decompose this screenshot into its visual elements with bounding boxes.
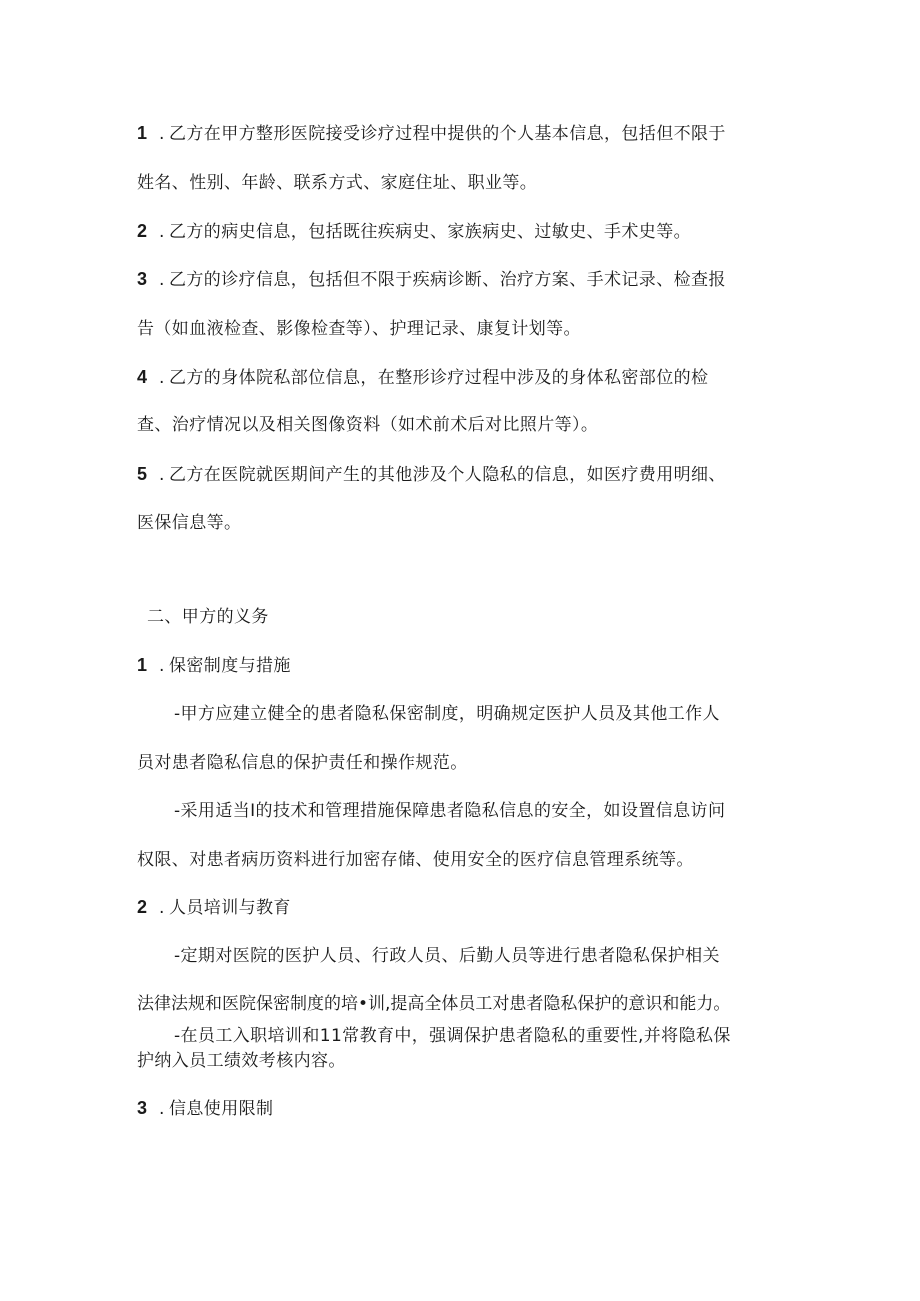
sub2-para-2-line-1: -在员工入职培训和11常教育中，强调保护患者隐私的重要性,并将隐私保 — [174, 1026, 731, 1046]
item-text-cont: 查、治疗情况以及相关图像资料（如术前术后对比照片等）。 — [137, 415, 599, 435]
subsection-number: 3 — [137, 1098, 148, 1118]
item-text-cont: 姓名、性别、年龄、联系方式、家庭住址、职业等。 — [137, 173, 538, 193]
item-5-line-1: 5 . 乙方在医院就医期间产生的其他涉及个人隐私的信息，如医疗费用明细、 — [137, 464, 726, 485]
item-number: 4 — [137, 367, 148, 387]
subsection-3-title: 3 . 信息使用限制 — [137, 1098, 274, 1119]
item-text: 乙方的病史信息，包括既往疾病史、家族病史、过敏史、手术史等。 — [169, 222, 691, 242]
section-title: 二、甲方的义务 — [147, 607, 269, 627]
item-4-line-2 — [137, 414, 598, 436]
item-4-line-1: 4 . 乙方的身体院私部位信息，在整形诊疗过程中涉及的身体私密部位的检 — [137, 367, 709, 388]
item-text-cont: 医保信息等。 — [137, 513, 242, 533]
item-2-line-1: 2 . 乙方的病史信息，包括既往疾病史、家族病史、过敏史、手术史等。 — [137, 221, 691, 242]
sub1-para-2-line-2: 权限、对患者病历资料进行加密存储、使用安全的医疗信息管理系统等。 — [137, 850, 694, 870]
sub1-para-1-line-1: -甲方应建立健全的患者隐私保密制度，明确规定医护人员及其他工作人 — [174, 704, 720, 724]
item-1-line-1: 1 . 乙方在甲方整形医院接受诊疗过程中提供的个人基本信息，包括但不限于 — [137, 123, 726, 144]
sub1-para-2-line-1: -采用适当I的技术和管理措施保障患者隐私信息的安全，如设置信息访问 — [174, 801, 726, 821]
subsection-number: 1 — [137, 655, 148, 675]
item-text: 乙方的身体院私部位信息，在整形诊疗过程中涉及的身体私密部位的检 — [169, 368, 709, 388]
item-1-line-2 — [137, 172, 537, 194]
item-5-line-2 — [137, 512, 241, 534]
item-number: 2 — [137, 221, 148, 241]
subsection-2-title: 2 . 人员培训与教育 — [137, 897, 291, 918]
subsection-number: 2 — [137, 897, 148, 917]
subsection-text: 保密制度与措施 — [169, 656, 291, 676]
subsection-text: 信息使用限制 — [169, 1099, 274, 1119]
sub2-para-1-line-2: 法律法规和医院保密制度的培•训,提高全体员工对患者隐私保护的意识和能力。 — [137, 994, 731, 1014]
sub2-para-2-line-2: 护纳入员工绩效考核内容。 — [137, 1051, 346, 1071]
item-text-cont: 告（如血液检查、影像检查等）、护理记录、康复计划等。 — [137, 319, 581, 339]
item-text: 乙方在医院就医期间产生的其他涉及个人隐私的信息，如医疗费用明细、 — [169, 465, 726, 485]
subsection-text: 人员培训与教育 — [169, 898, 291, 918]
item-text: 乙方的诊疗信息，包括但不限于疾病诊断、治疗方案、手术记录、检查报 — [169, 270, 726, 290]
item-number: 1 — [137, 123, 148, 143]
sub1-para-1-line-2: 员对患者隐私信息的保护责任和操作规范。 — [137, 753, 468, 773]
item-3-line-2 — [137, 318, 581, 340]
sub2-para-1-line-1: -定期对医院的医护人员、行政人员、后勤人员等进行患者隐私保护相关 — [174, 946, 720, 966]
item-text: 乙方在甲方整形医院接受诊疗过程中提供的个人基本信息，包括但不限于 — [169, 124, 726, 144]
item-3-line-1: 3 . 乙方的诊疗信息，包括但不限于疾病诊断、治疗方案、手术记录、检查报 — [137, 269, 726, 290]
item-number: 5 — [137, 464, 148, 484]
subsection-1-title: 1 . 保密制度与措施 — [137, 655, 291, 676]
item-number: 3 — [137, 269, 148, 289]
